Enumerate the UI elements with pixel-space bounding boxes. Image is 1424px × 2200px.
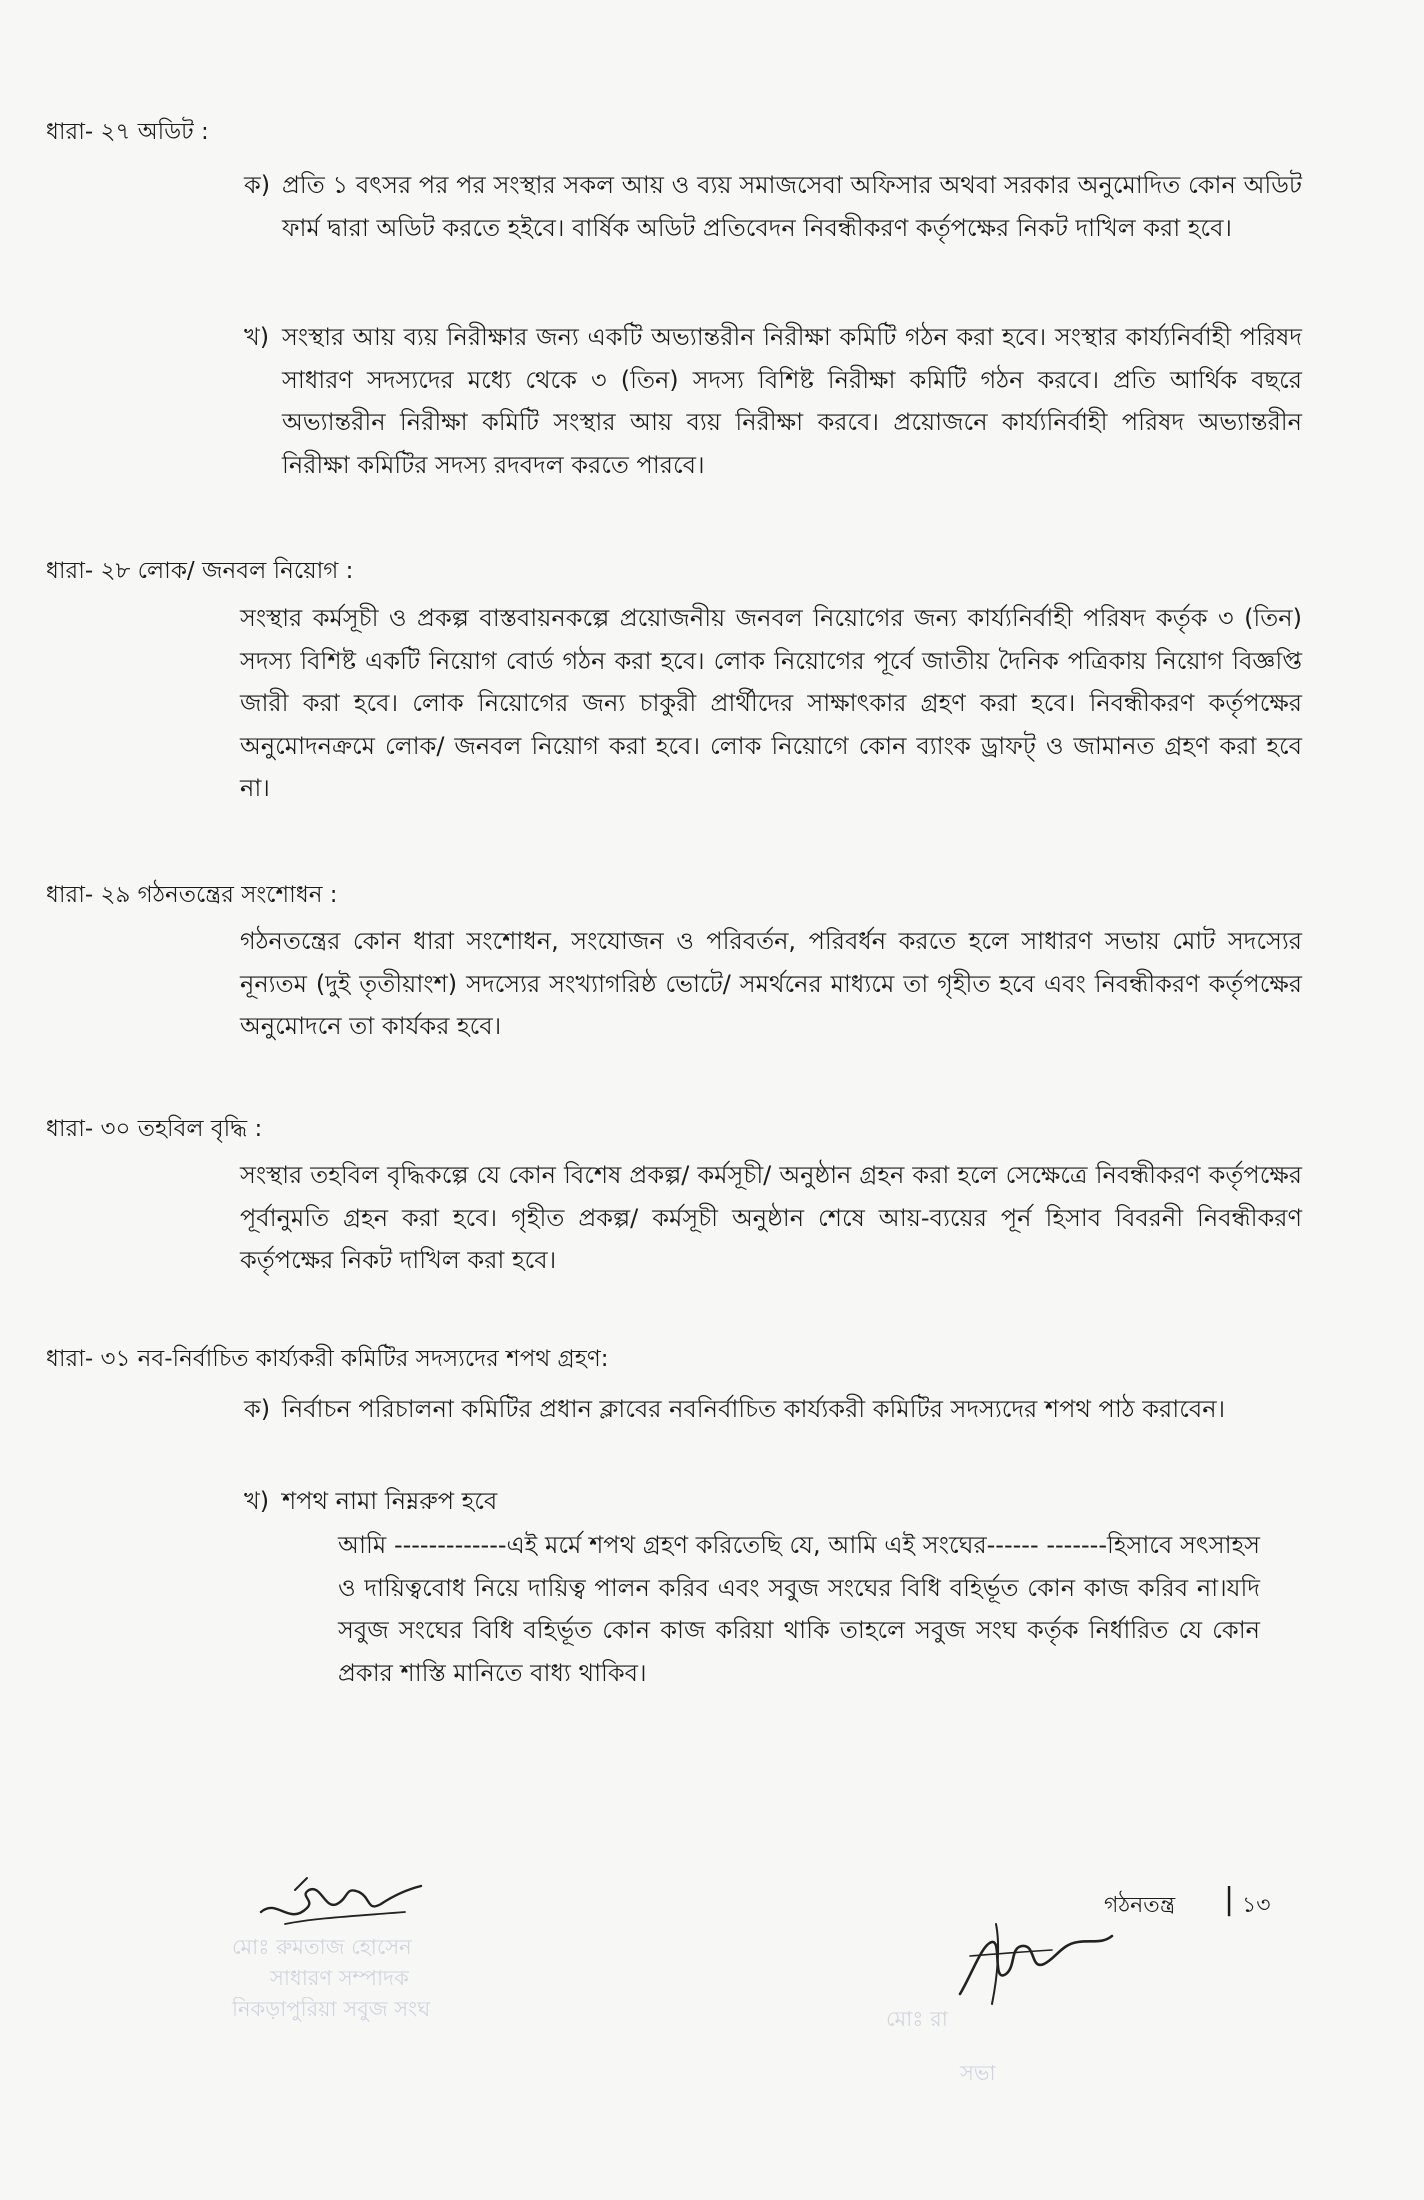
section-28-text: সংস্থার কর্মসূচী ও প্রকল্প বাস্তবায়নকল্পে প্রয়োজনীয় জনবল নিয়োগের জন্য কার্য্যনির্বাহী পরিষদ কর্তৃক ৩ (তিন) সদস্য বিশিষ্ট একটি নিয়োগ বোর্ড গঠন করা হবে। লোক নিয়োগের পূর্বে জাতীয় দৈনিক পত্রিকায় নিয়োগ বিজ্ঞপ্তি জারী করা হবে। লোক নিয়োগের জন্য চাকুরী প্রার্থীদের সাক্ষাৎকার গ্রহণ করা হবে। নিবন্ধীকরণ কর্তৃপক্ষের অনুমোদনক্রমে লোক/ জনবল নিয়োগ করা হবে। লোক নিয়োগে কোন ব্যাংক ড্রাফট্ ও জামানত গ্রহণ করা হবে না। [240,604,1302,802]
section-27-item-ka-text: প্রতি ১ বৎসর পর পর সংস্থার সকল আয় ও ব্যয় সমাজসেবা অফিসার অথবা সরকার অনুমোদিত কোন অডিট ফার্ম দ্বারা অডিট করতে হইবে। বার্ষিক অডিট প্রতিবেদন নিবন্ধীকরণ কর্তৃপক্ষের নিকট দাখিল করা হবে। [282,171,1302,242]
stamp-left-name: মোঃ রুমতাজ হোসেন [232,1935,412,1959]
section-heading-29: ধারা- ২৯ গঠনতন্ত্রের সংশোধন : [46,882,338,908]
item-label-27-kha: খ) [244,323,270,351]
stamp-left-org: নিকড়াপুরিয়া সবুজ সংঘ [232,1997,431,2021]
footer-separator: | [1224,1882,1235,1917]
item-label-27-ka: ক) [244,171,271,199]
footer-doc-title: গঠনতন্ত্র [1104,1893,1176,1918]
item-label-31-ka: ক) [244,1395,271,1423]
oath-text: আমি -------------এই মর্মে শপথ গ্রহণ করিতেছি যে, আমি এই সংঘের------ -------হিসাবে সৎসাহস ও দায়িত্ববোধ নিয়ে দায়িত্ব পালন করিব এবং সবুজ সংঘের বিধি বহির্ভূত কোন কাজ করিব না।যদি সবুজ সংঘের বিধি বহির্ভূত কোন কাজ করিয়া থাকি তাহলে সবুজ সংঘ কর্তৃক নির্ধারিত যে কোন প্রকার শাস্তি মানিতে বাধ্য থাকিব। [338,1531,1260,1687]
stamp-right-name: মোঃ রা [886,2007,948,2031]
section-heading-31: ধারা- ৩১ নব-নির্বাচিত কার্য্যকরী কমিটির সদস্যদের শপথ গ্রহণ: [46,1346,609,1372]
section-31-item-ka-text: নির্বাচন পরিচালনা কমিটির প্রধান ক্লাবের নবনির্বাচিত কার্য্যকরী কমিটির সদস্যদের শপথ পাঠ করাবেন। [282,1395,1226,1423]
section-27-item-kha-text: সংস্থার আয় ব্যয় নিরীক্ষার জন্য একটি অভ্যান্তরীন নিরীক্ষা কমিটি গঠন করা হবে। সংস্থার কার্য্যনির্বাহী পরিষদ সাধারণ সদস্যদের মধ্যে থেকে ৩ (তিন) সদস্য বিশিষ্ট নিরীক্ষা কমিটি গঠন করবে। প্রতি আর্থিক বছরে অভ্যান্তরীন নিরীক্ষা কমিটি সংস্থার আয় ব্যয় নিরীক্ষা করবে। প্রয়োজনে কার্য্যনির্বাহী পরিষদ অভ্যান্তরীন নিরীক্ষা কমিটির সদস্য রদবদল করতে পারবে। [282,323,1302,479]
item-label-31-kha: খ) [244,1487,270,1515]
section-heading-27: ধারা- ২৭ অডিট : [46,119,209,145]
signature-left-icon [255,1868,435,1938]
section-heading-28: ধারা- ২৮ লোক/ জনবল নিয়োগ : [46,558,354,584]
stamp-left-title: সাধারণ সম্পাদক [270,1966,409,1990]
stamp-right-title: সভা [960,2061,996,2085]
section-heading-30: ধারা- ৩০ তহবিল বৃদ্ধি : [46,1116,263,1142]
signature-right-icon [952,1914,1122,2014]
section-29-text: গঠনতন্ত্রের কোন ধারা সংশোধন, সংযোজন ও পরিবর্তন, পরিবর্ধন করতে হলে সাধারণ সভায় মোট সদস্যের নূন্যতম (দুই তৃতীয়াংশ) সদস্যের সংখ্যাগরিষ্ঠ ভোটে/ সমর্থনের মাধ্যমে তা গৃহীত হবে এবং নিবন্ধীকরণ কর্তৃপক্ষের অনুমোদনে তা কার্যকর হবে। [240,927,1302,1040]
footer-page-number: ১৩ [1242,1893,1271,1918]
section-30-text: সংস্থার তহবিল বৃদ্ধিকল্পে যে কোন বিশেষ প্রকল্প/ কর্মসূচী/ অনুষ্ঠান গ্রহন করা হলে সেক্ষেত্রে নিবন্ধীকরণ কর্তৃপক্ষের পূর্বানুমতি গ্রহন করা হবে। গৃহীত প্রকল্প/ কর্মসূচী অনুষ্ঠান শেষে আয়-ব্যয়ের পূর্ন হিসাব বিবরনী নিবন্ধীকরণ কর্তৃপক্ষের নিকট দাখিল করা হবে। [240,1161,1302,1274]
section-31-item-kha-text: শপথ নামা নিম্নরুপ হবে [282,1487,498,1515]
